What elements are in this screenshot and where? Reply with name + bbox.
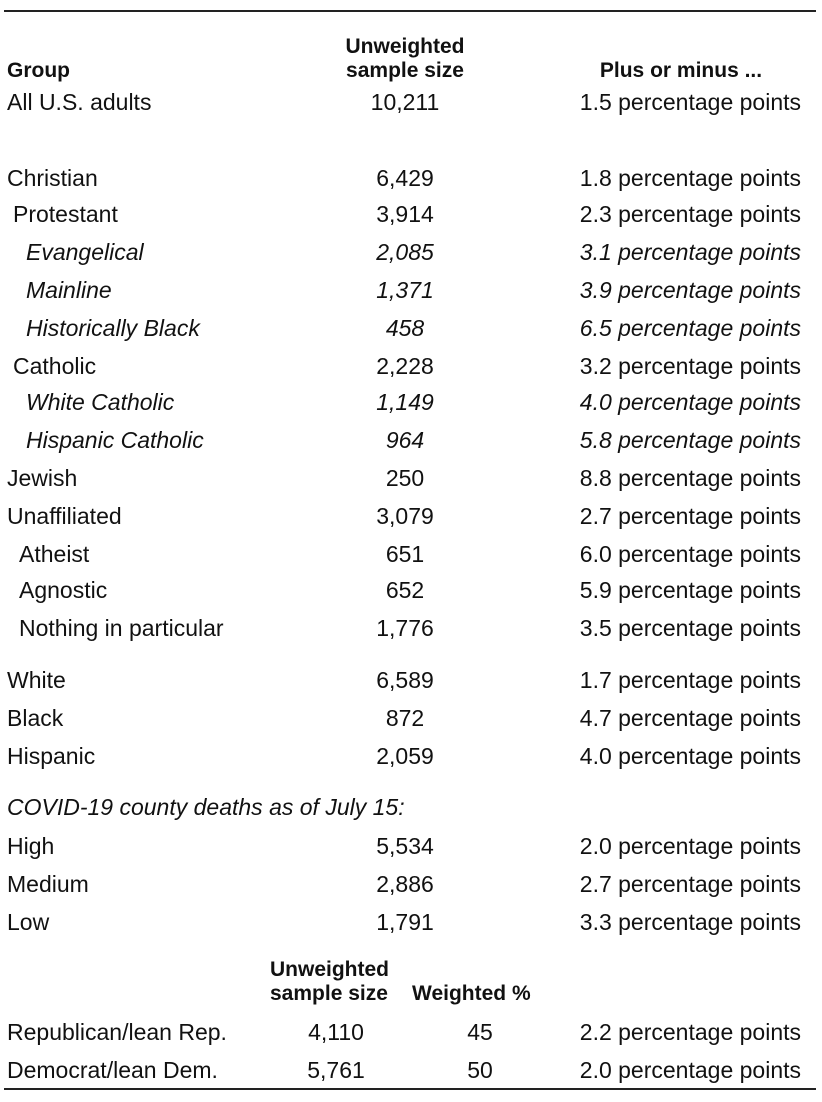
table-row: Protestant 3,914 2.3 percentage points: [13, 201, 801, 227]
header-unweighted-sample-size: Unweighted sample size: [345, 35, 465, 82]
table-row: Historically Black 458 6.5 percentage points: [26, 315, 801, 341]
table-row: Christian 6,429 1.8 percentage points: [7, 165, 801, 191]
party-header-unweighted-sample-size: Unweighted sample size: [270, 958, 389, 1005]
table-bottom-rule: [4, 1088, 816, 1090]
party-header-weighted-percent: Weighted %: [412, 982, 531, 1005]
table-row: Democrat/lean Dem. 5,761 50 2.0 percentage points: [7, 1057, 801, 1083]
table-row: Jewish 250 8.8 percentage points: [7, 465, 801, 491]
table-row: Unaffiliated 3,079 2.7 percentage points: [7, 503, 801, 529]
table-row: Low 1,791 3.3 percentage points: [7, 909, 801, 935]
header-plus-or-minus: Plus or minus ...: [599, 59, 763, 82]
table-row: Mainline 1,371 3.9 percentage points: [26, 277, 801, 303]
table-row: Catholic 2,228 3.2 percentage points: [13, 353, 801, 379]
table-row: Nothing in particular 1,776 3.5 percentage points: [19, 615, 801, 641]
table-row: Hispanic Catholic 964 5.8 percentage points: [26, 427, 801, 453]
table-row: Medium 2,886 2.7 percentage points: [7, 871, 801, 897]
table-row: Atheist 651 6.0 percentage points: [19, 541, 801, 567]
header-group: Group: [7, 59, 70, 82]
table-row: All U.S. adults 10,211 1.5 percentage points: [7, 89, 801, 115]
table-row: White Catholic 1,149 4.0 percentage points: [26, 389, 801, 415]
table-row: Black 872 4.7 percentage points: [7, 705, 801, 731]
table-row: Republican/lean Rep. 4,110 45 2.2 percentage points: [7, 1019, 801, 1045]
table-row: Hispanic 2,059 4.0 percentage points: [7, 743, 801, 769]
table-row: High 5,534 2.0 percentage points: [7, 833, 801, 859]
table-top-rule: [4, 10, 816, 12]
table-row: Evangelical 2,085 3.1 percentage points: [26, 239, 801, 265]
table-row: Agnostic 652 5.9 percentage points: [19, 577, 801, 603]
table-row: White 6,589 1.7 percentage points: [7, 667, 801, 693]
covid-section-label: COVID-19 county deaths as of July 15:: [7, 794, 405, 820]
